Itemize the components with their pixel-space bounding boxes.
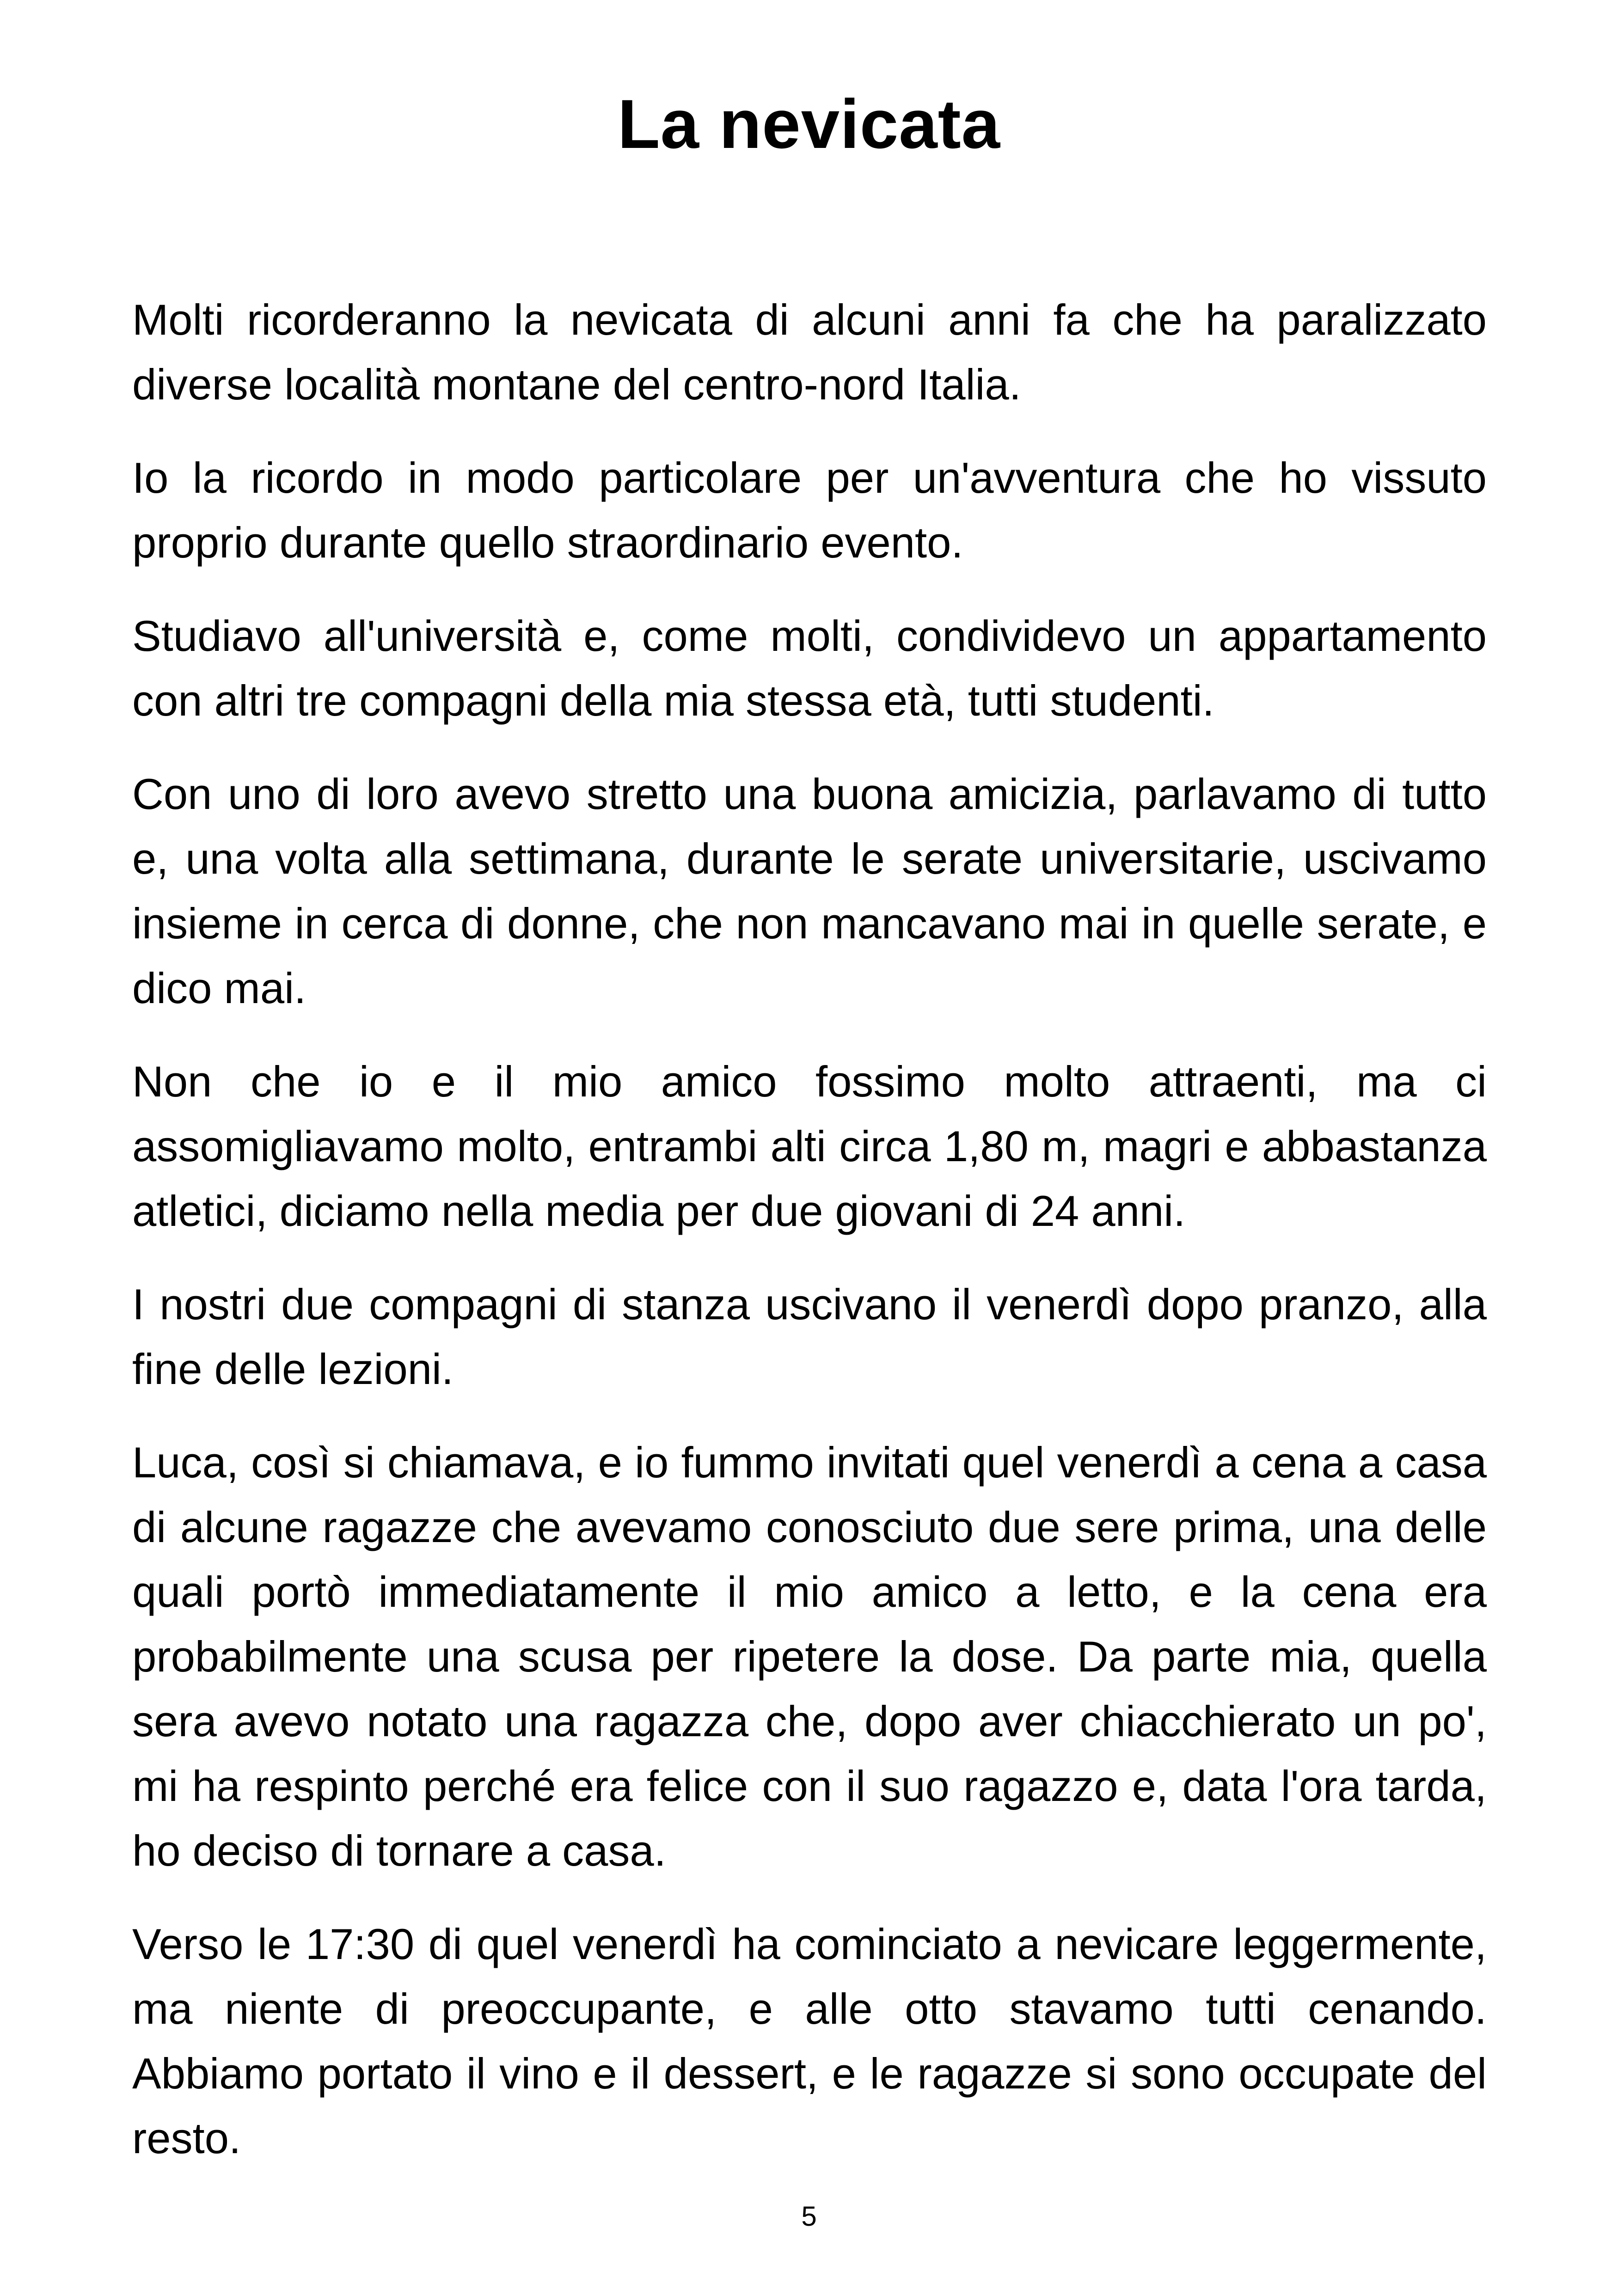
paragraph: Luca, così si chiamava, e io fummo invitati quel venerdì a cena a casa di alcune ragazze che avevamo conosciuto due sere prima, una delle quali portò immediatamente il mio amico a letto, e la cena era probabilmente una scusa per ripetere la dose. Da parte mia, quella sera avevo notato una ragazza che, dopo aver chiacchierato un po', mi ha respinto perché era felice con il suo ragazzo e, data l'ora tarda, ho deciso di tornare a casa.	[132, 1438, 1487, 1875]
page-number: 5	[801, 2201, 817, 2232]
paragraph: Non che io e il mio amico fossimo molto attraenti, ma ci assomigliavamo molto, entrambi alti circa 1,80 m, magri e abbastanza atletici, diciamo nella media per due giovani di 24 anni.	[132, 1057, 1487, 1235]
paragraph: Verso le 17:30 di quel venerdì ha cominciato a nevicare leggermente, ma niente di preoccupante, e alle otto stavamo tutti cenando. Abbiamo portato il vino e il dessert, e le ragazze si sono occupate del resto.	[132, 1920, 1487, 2162]
paragraph: Con uno di loro avevo stretto una buona amicizia, parlavamo di tutto e, una volta alla settimana, durante le serate universitarie, uscivamo insieme in cerca di donne, che non mancavano mai in quelle serate, e dico mai.	[132, 770, 1487, 1012]
page-title: La nevicata	[617, 85, 1001, 163]
paragraph: Studiavo all'università e, come molti, condividevo un appartamento con altri tre compagni della mia stessa età, tutti studenti.	[132, 612, 1487, 725]
paragraph: I nostri due compagni di stanza uscivano il venerdì dopo pranzo, alla fine delle lezioni.	[132, 1280, 1487, 1393]
paragraph: Io la ricordo in modo particolare per un'avventura che ho vissuto proprio durante quello straordinario evento.	[132, 453, 1487, 567]
paragraph: Molti ricorderanno la nevicata di alcuni anni fa che ha paralizzato diverse località montane del centro-nord Italia.	[132, 295, 1487, 409]
body-text	[132, 288, 1487, 2199]
